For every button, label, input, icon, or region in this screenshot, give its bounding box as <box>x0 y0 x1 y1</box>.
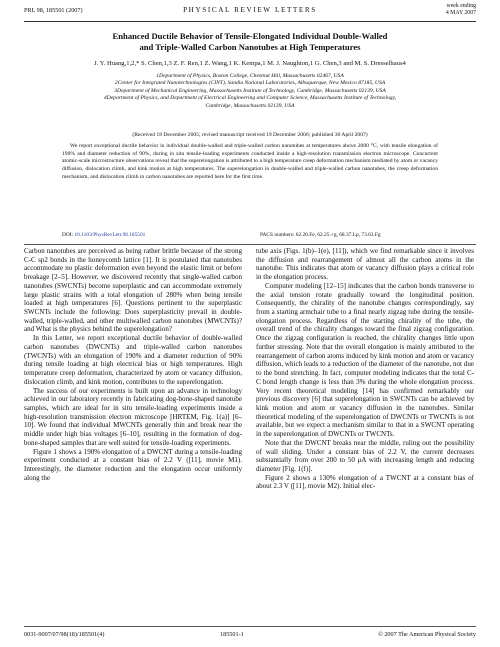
body-paragraph: Carbon nanotubes are perceived as being rather brittle because of the strong C-C sp2 bonds in the honeycomb lattice [1]. It is postulated that nanotubes accommodate no plastic deformation even beyond the elastic limit or before breakage [2–5]. However, we discovered recently that single-walled carbon nanotubes (SWCNTs) become superplastic and can accommodate extremely large plastic strains with a total elongation of 280% when being tensile loaded at high temperatures [6]. Questions pertinent to the superplastic SWCNTs include the following: Does superplasticity prevail in double-walled, triple-walled, and other multiwalled carbon nanotubes (MWCNTs)? and What is the physics behind the superelongation? <box>24 247 242 334</box>
issue-date <box>446 3 476 17</box>
abstract: We report exceptional ductile behavior in individual double-walled and triple-walled carbon nanotubes at temperatures above 2000 °C, with tensile elongation of 190% and diameter reduction of 90%, during in situ tensile-loading experiments conducted inside a high-resolution transmission electron microscope. Concurrent atomic-scale microstructure observations reveal that the superelongation is attributed to a high temperature creep deformation mechanism mediated by atom or vacancy diffusion, dislocation climb, and kink motion at high temperatures. The superelongation in double-walled and triple-walled carbon nanotubes, the creep deformation mechanism, and dislocation climb in carbon nanotubes are reported here for the first time. <box>62 143 438 180</box>
issue-date-line1: week ending <box>446 3 476 9</box>
affiliation: 2Center for Integrated Nanotechnologies (CINT), Sandia National Laboratories, Albuquerque, New Mexico 87185, USA <box>114 80 386 87</box>
affiliation: 1Department of Physics, Boston College, Chestnut Hill, Massachusetts 02467, USA <box>156 73 344 79</box>
header-rule <box>24 21 476 22</box>
page-number: 185501-1 <box>220 631 244 638</box>
body-paragraph: Computer modeling [12–15] indicates that the carbon bonds transverse to the axial tension rotate gradually toward the longitudinal position. Consequently, the chirality of the nanotube changes correspondingly, say from a starting armchair tube to a final nearly zigzag tube during the tensile-elongation process. Regardless of the starting chirality of the tube, the overall trend of the chirality changes toward the final zigzag configuration. Once the zigzag configuration is reached, the chirality changes little upon further stressing. Note that the overall elongation is mainly attributed to the rearrangement of carbon atoms induced by kink motion and atom or vacancy diffusion, which leads to a reduction of the diameter of the nanotube, not due to the bond stretching. In fact, computer modeling indicates that the total C-C bond length change is less than 3% during the whole elongation process. Very recent theoretical modeling [14] has confirmed remarkably our previous discovery [6] that superelongation in SWCNTs can be achieved by kink motion and atom or vacancy diffusion in the nanotubes. Similar theoretical modeling of the superelongation of DWCNTs or TWCNTs is not available, but we expect a mechanism similar to that in a SWCNT operating in the superelongation of DWCNTs or TWCNTs. <box>256 281 474 439</box>
doi-label: DOI: <box>62 232 74 238</box>
copyright-notice: © 2007 The American Physical Society <box>378 631 476 638</box>
affiliation: 4Department of Physics, and Department of Electrical Engineering and Computer Science, Massachusetts Institute of Technology, <box>103 95 397 102</box>
title-line-1: Enhanced Ductile Behavior of Tensile-Elongated Individual Double-Walled <box>112 31 388 41</box>
body-paragraph: In this Letter, we report exceptional ductile behavior of double-walled carbon nanotubes (DWCNTs) and triple-walled carbon nanotubes (TWCNTs) with an elongation of 190% and a diameter reduction of 90% during tensile loading at high electrical bias or high temperatures. High temperature creep deformation, characterized by atom or vacancy diffusion, dislocation climb, and kink motion, contributes to the superelongation. <box>24 334 242 386</box>
body-left-column <box>24 247 242 482</box>
affiliations <box>30 73 470 110</box>
abstract-rule <box>24 244 476 245</box>
body-paragraph: Note that the DWCNT breaks near the middle, ruling out the possibility of wall sliding. Under a constant bias of 2.2 V, the current decreases substantially from over 200 to 50 μA with increasing length and reducing diameter [Fig. 1(f)]. <box>256 438 474 473</box>
journal-citation: PRL 98, 185501 (2007) <box>24 7 83 14</box>
body-paragraph: The success of our experiments is built upon an advance in technology achieved in our laboratory recently in fabricating dog-bone-shaped nanotube samples, which are ideal for in situ tensile-loading experiments inside a high-resolution transmission electron microscope [HRTEM, Fig. 1(a)] [6–10]. We found that individual MWCNTs generally thin and break near the middle under high bias voltages [6–10], resulting in the formation of dog-bone-shaped samples that are well suited for tensile-loading experiments. <box>24 386 242 447</box>
paper-title <box>40 31 460 52</box>
received-dates: (Received 18 December 2005; revised manuscript received 19 December 2006; published 30 April 2007) <box>132 132 368 138</box>
doi-link[interactable]: 10.1103/PhysRevLett.98.185501 <box>74 232 146 238</box>
affiliation: Cambridge, Massachusetts 02139, USA <box>205 102 295 109</box>
body-paragraph: Figure 1 shows a 190% elongation of a DWCNT during a tensile-loading experiment conducted at a constant bias of 2.2 V ([11], movie M1). Interestingly, the diameter reduction and the elongation occur uniformly along the <box>24 447 242 482</box>
affiliation: 3Department of Mechanical Engineering, Massachusetts Institute of Technology, Cambridge, Massachusetts 02139, USA <box>114 87 386 94</box>
doi-line <box>62 232 145 238</box>
copyright-code: 0031-9007/07/98(18)/185501(4) <box>24 631 105 638</box>
journal-name: PHYSICAL REVIEW LETTERS <box>183 6 317 14</box>
footer-rule <box>24 626 476 627</box>
body-paragraph: Figure 2 shows a 130% elongation of a TWCNT at a constant bias of about 2.3 V ([11], movie M2). Initial elec- <box>256 473 474 491</box>
body-paragraph: tube axis (Figs. 1(b)–1(e), [11]), which we find remarkable since it involves the diffusion and rearrangement of almost all the carbon atoms in the nanotube. This indicates that atom or vacancy diffusion plays a critical role in the elongation process. <box>256 247 474 282</box>
body-right-column <box>256 247 474 491</box>
issue-date-line2: 4 MAY 2007 <box>445 10 476 16</box>
pacs-numbers: PACS numbers: 62.20.Fe, 62.25.+g, 68.37.Lp, 73.63.Fg <box>260 232 381 238</box>
author-list: J. Y. Huang,1,2,* S. Chen,1,3 Z. F. Ren,1 Z. Wang,1 K. Kempa,1 M. J. Naughton,1 G. Chen,3 and M. S. Dresselhaus4 <box>94 60 406 67</box>
title-line-2: and Triple-Walled Carbon Nanotubes at High Temperatures <box>139 41 361 52</box>
